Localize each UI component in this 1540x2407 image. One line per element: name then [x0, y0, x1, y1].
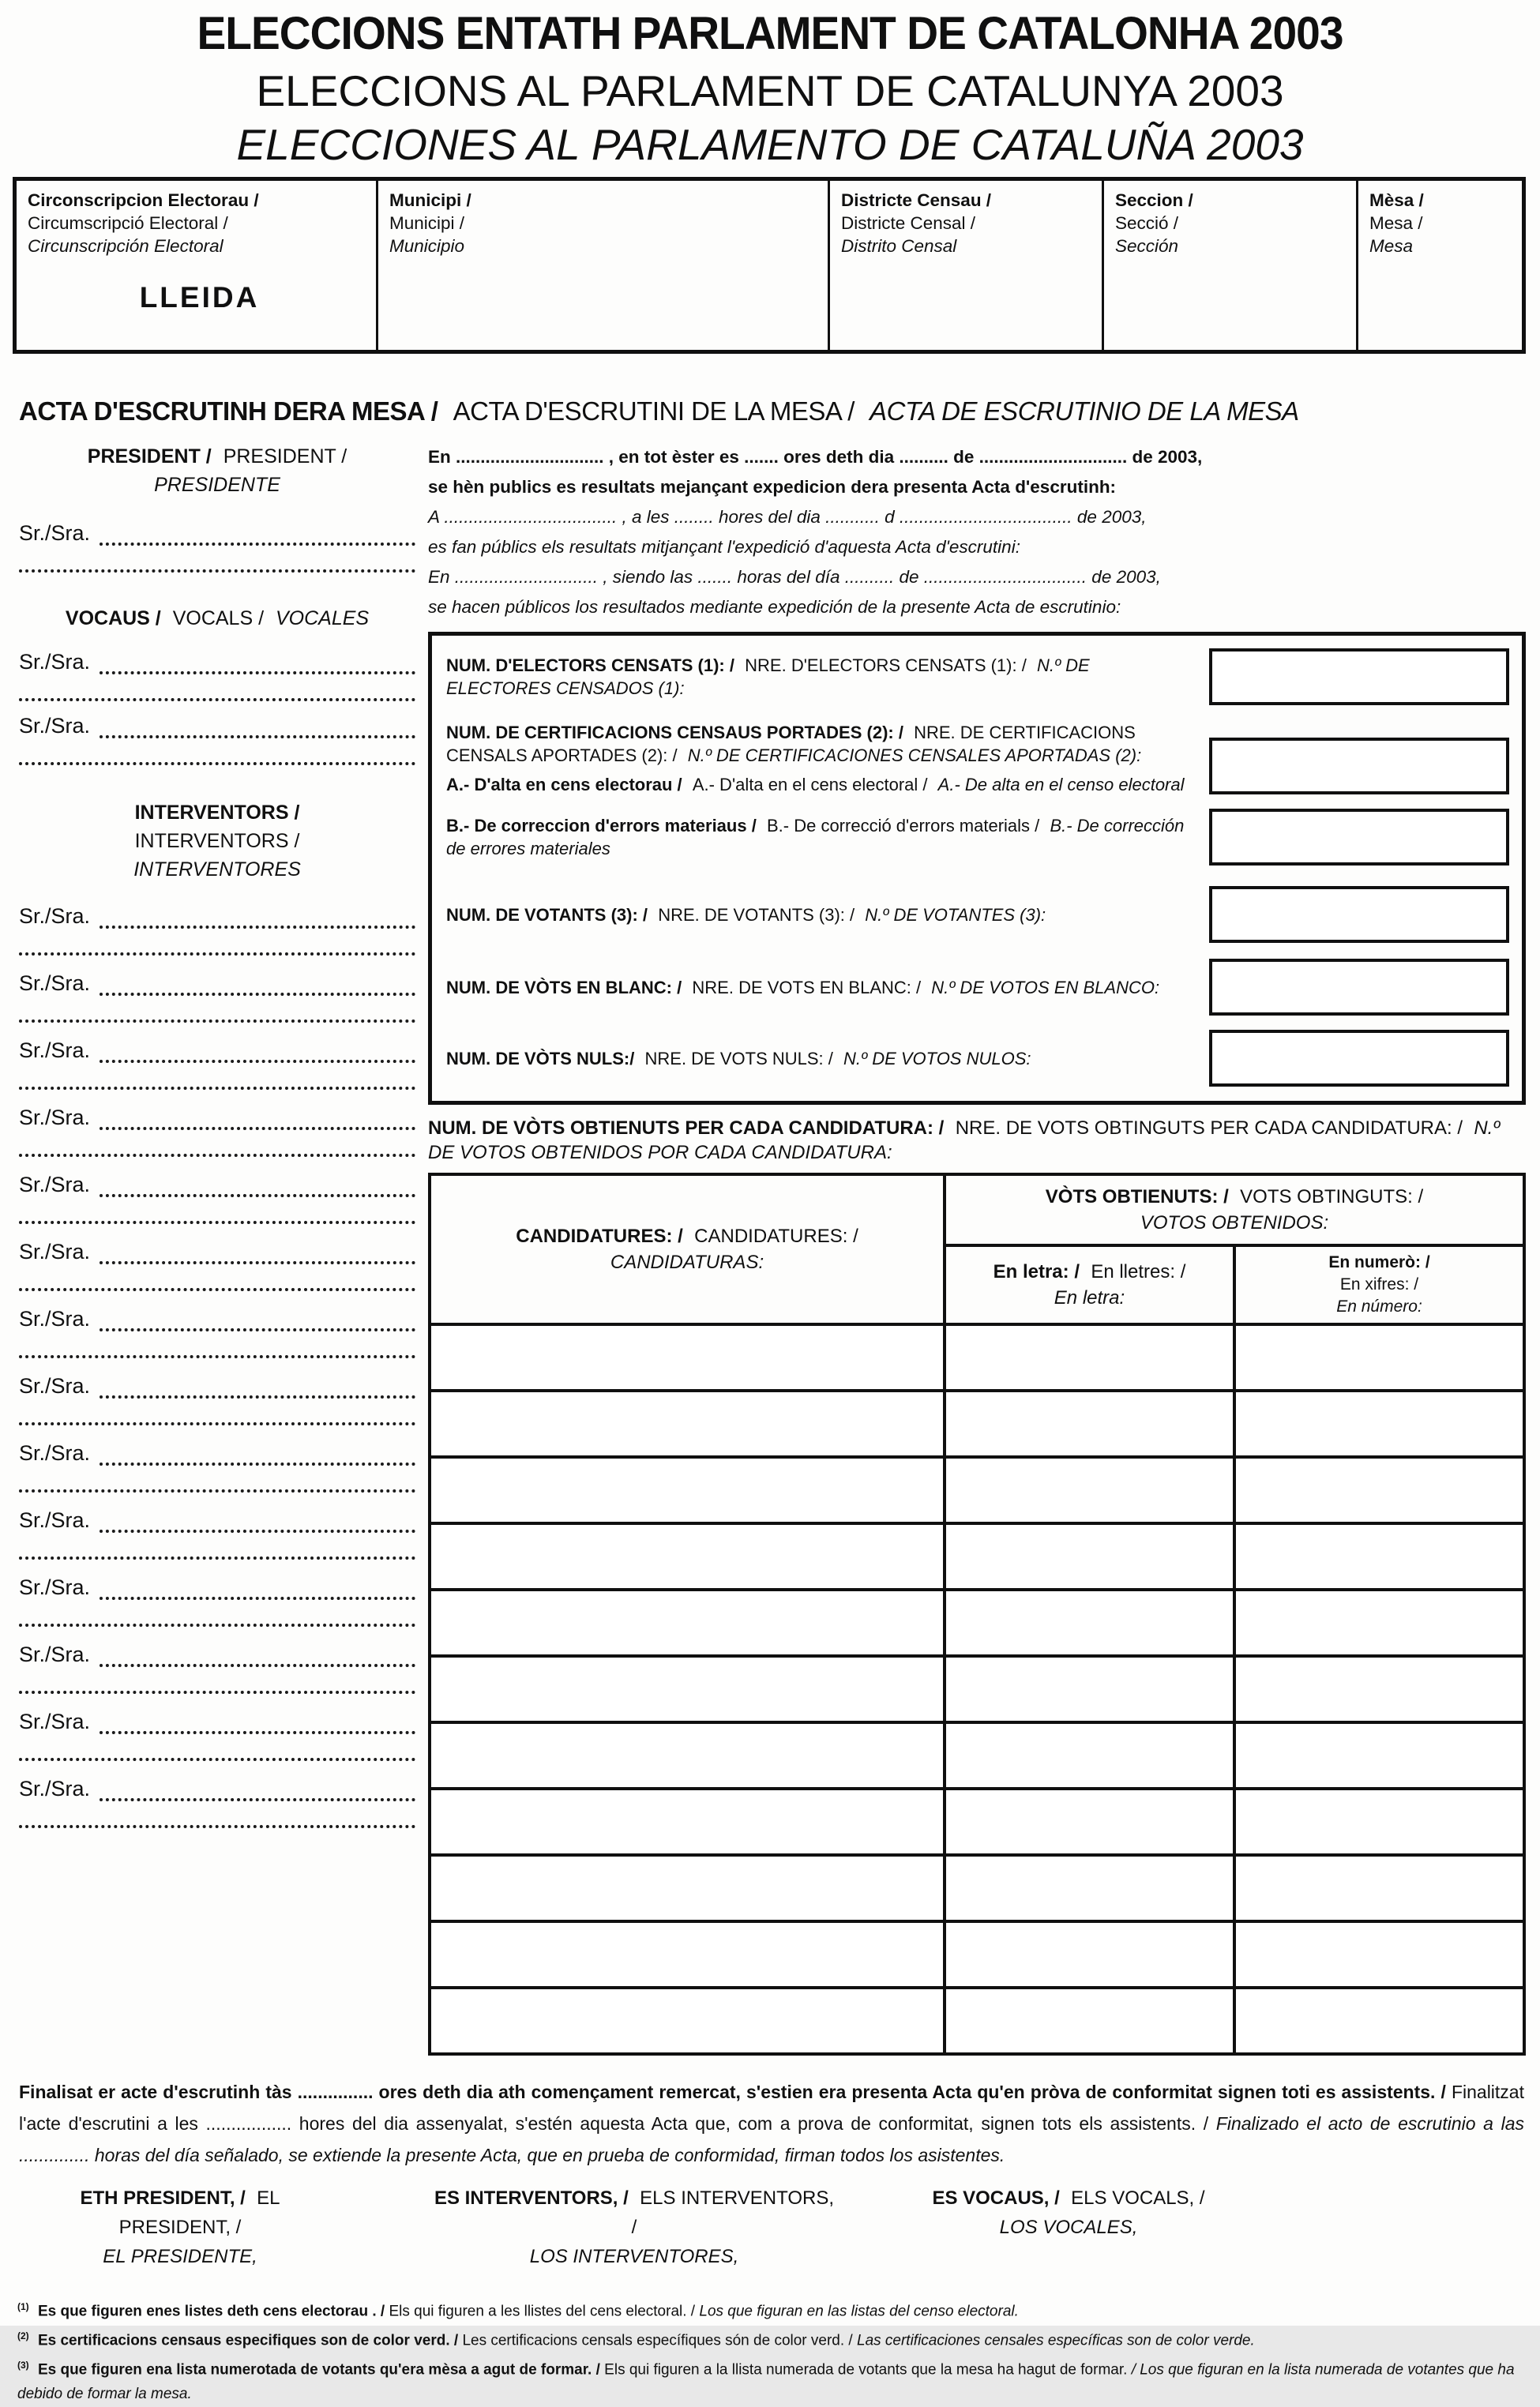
- candidatures-header-es: CANDIDATURAS:: [610, 1252, 764, 1273]
- candidature-row: [430, 1988, 1524, 2054]
- vocal-name-line[interactable]: [19, 650, 415, 674]
- interventor-name-blank: [100, 1715, 415, 1734]
- certificacions-alta-input-box[interactable]: [1209, 738, 1509, 794]
- vote-counts-box: [428, 632, 1526, 1105]
- candidature-name-cell[interactable]: [430, 1523, 945, 1590]
- candidature-row: [430, 1722, 1524, 1789]
- sr-sra-label: Sr./Sra.: [19, 1710, 91, 1733]
- correccio-errors-label-ca: B.- De correcció d'errors materials /: [766, 816, 1040, 836]
- interventor-name-continuation[interactable]: [19, 1352, 415, 1358]
- field-mesa: [1356, 181, 1522, 350]
- interventor-name-blank: [100, 1648, 415, 1667]
- votants-label-ca: NRE. DE VOTANTS (3): /: [658, 904, 855, 925]
- vots-blanc-input-box[interactable]: [1209, 959, 1509, 1016]
- certificacions-label-oc: NUM. DE CERTIFICACIONS CENSAUS PORTADES (2): /: [446, 723, 903, 742]
- votes-words-header-es: En letra:: [1054, 1287, 1125, 1309]
- census-district-label-es: Distrito Censal: [841, 236, 957, 256]
- proclamation-paragraph: [428, 442, 1526, 622]
- vocaus-heading-es: VOCALES: [275, 607, 370, 629]
- field-circumscription: [17, 181, 376, 350]
- vocal-name-line[interactable]: [19, 714, 415, 738]
- president-heading: [19, 442, 415, 499]
- footnote-2: [17, 2324, 1527, 2353]
- votes-figures-cell[interactable]: [1234, 1391, 1524, 1457]
- location-header-grid: [13, 177, 1526, 354]
- interventors-heading-es: INTERVENTORES: [133, 858, 301, 881]
- mesa-label-oc: Mèsa /: [1369, 190, 1424, 210]
- footnote-1-es: Los que figuran en las listas del censo electoral.: [699, 2303, 1019, 2320]
- vots-blanc-label-ca: NRE. DE VOTS EN BLANC: /: [692, 977, 922, 997]
- candidature-name-cell[interactable]: [430, 1789, 945, 1855]
- circumscription-value: LLEIDA: [139, 281, 260, 314]
- acta-heading-ca: ACTA D'ESCRUTINI DE LA MESA /: [453, 396, 855, 426]
- president-heading-es: PRESIDENTE: [154, 474, 280, 496]
- votes-figures-cell[interactable]: [1234, 1656, 1524, 1722]
- closing-oc: Finalisat er acte d'escrutinh tàs ............... ores deth dia ath començament remercat, s'estien era presenta Acta qu'en pròva de conformitat signen toti es assistents. /: [19, 2082, 1446, 2102]
- votes-words-header-ca: En lletres: /: [1091, 1261, 1186, 1282]
- correccio-errors-label-es: B.- De corrección de errores materiales: [446, 816, 1185, 858]
- vocals-signature-oc: ES VOCAUS, /: [932, 2187, 1060, 2209]
- footnote-3: [17, 2353, 1527, 2407]
- proclamation-ca-line1: A ................................... , a les ........ hores del dia ........... d ................................... de 2003,: [428, 507, 1147, 527]
- field-correccio-errors: [446, 809, 1509, 866]
- electors-censats-input-box[interactable]: [1209, 648, 1509, 705]
- officials-column: [19, 442, 415, 1828]
- president-heading-ca: PRESIDENT /: [223, 445, 347, 468]
- votes-words-cell[interactable]: [945, 1921, 1234, 1988]
- votes-figures-header-ca: En xifres: /: [1339, 1275, 1419, 1294]
- votes-in-words-column-header: [945, 1245, 1234, 1324]
- interventors-signature-block[interactable]: [433, 2184, 836, 2271]
- votes-heading-es: N.º DE VOTOS OBTENIDOS POR CADA CANDIDATURA:: [428, 1117, 1501, 1163]
- votes-per-candidature-heading: [428, 1116, 1526, 1165]
- interventor-name-blank: [100, 1178, 415, 1197]
- interventor-name-continuation[interactable]: [19, 1419, 415, 1425]
- votes-words-cell[interactable]: [945, 1523, 1234, 1590]
- candidature-name-cell[interactable]: [430, 1391, 945, 1457]
- certificacions-alta-label-es: A.- De alta en el censo electoral: [937, 775, 1185, 794]
- closing-es: Finalizado el acto de escrutinio a las .............. horas del día señalado, se extiende la presente Acta, que en prueba de conformidad, firman todos los asistentes.: [19, 2113, 1524, 2165]
- votes-heading-ca: NRE. DE VOTS OBTINGUTS PER CADA CANDIDATURA: /: [955, 1117, 1463, 1139]
- votes-words-cell[interactable]: [945, 1391, 1234, 1457]
- votants-label-es: N.º DE VOTANTES (3):: [865, 904, 1046, 925]
- vocals-signature-es: LOS VOCALES,: [999, 2217, 1138, 2238]
- interventor-name-line[interactable]: [19, 1508, 415, 1533]
- votes-figures-cell[interactable]: [1234, 1988, 1524, 2054]
- circumscription-label-oc: Circonscripcion Electorau /: [28, 190, 259, 210]
- footnote-3-marker: (3): [17, 2359, 29, 2371]
- candidature-name-cell[interactable]: [430, 1988, 945, 2054]
- sr-sra-label: Sr./Sra.: [19, 1106, 91, 1129]
- interventor-name-line[interactable]: [19, 1710, 415, 1734]
- results-column: [428, 442, 1526, 2056]
- footnote-2-ca: Les certificacions censals específiques són de color verd. /: [462, 2332, 853, 2349]
- circumscription-label-ca: Circumscripció Electoral /: [28, 213, 228, 233]
- votants-input-box[interactable]: [1209, 886, 1509, 943]
- president-signature-es: EL PRESIDENTE,: [103, 2246, 257, 2267]
- proclamation-es-line1: En ............................. , siendo las ....... horas del día .......... de ................................. de 2003,: [428, 567, 1161, 587]
- candidatures-table: [428, 1173, 1526, 2056]
- candidature-row: [430, 1523, 1524, 1590]
- proclamation-oc-line1: En .............................. , en tot èster es ....... ores deth dia .......... de .............................. de 2003,: [428, 447, 1203, 467]
- vots-nuls-label: [446, 1047, 1209, 1070]
- sr-sra-label: Sr./Sra.: [19, 1777, 91, 1801]
- interventor-name-continuation[interactable]: [19, 1285, 415, 1291]
- vocal-name-continuation[interactable]: [19, 759, 415, 765]
- interventor-name-line[interactable]: [19, 1643, 415, 1667]
- correccio-errors-label: [446, 814, 1209, 860]
- electors-censats-label: [446, 654, 1209, 700]
- interventor-name-continuation[interactable]: [19, 1083, 415, 1090]
- sr-sra-label: Sr./Sra.: [19, 1374, 91, 1398]
- votes-heading-oc: NUM. DE VÒTS OBTIENUTS PER CADA CANDIDATURA: /: [428, 1117, 945, 1139]
- footnote-1-oc: Es que figuren enes listes deth cens electorau . /: [37, 2303, 385, 2320]
- title-spanish: ELECCIONES AL PARLAMENTO DE CATALUÑA 2003: [236, 120, 1304, 169]
- interventor-name-blank: [100, 1782, 415, 1801]
- interventor-name-blank: [100, 1044, 415, 1063]
- votes-words-cell[interactable]: [945, 1324, 1234, 1391]
- candidature-row: [430, 1789, 1524, 1855]
- field-vots-blanc: [446, 959, 1509, 1016]
- electors-censats-label-es: N.º DE ELECTORES CENSADOS (1):: [446, 655, 1090, 698]
- interventor-name-blank: [100, 1514, 415, 1533]
- vots-nuls-label-ca: NRE. DE VOTS NULS: /: [644, 1048, 833, 1068]
- votes-figures-cell[interactable]: [1234, 1921, 1524, 1988]
- votes-figures-cell[interactable]: [1234, 1722, 1524, 1789]
- footnote-2-es: Las certificaciones censales específicas son de color verde.: [857, 2332, 1255, 2349]
- interventor-name-line[interactable]: [19, 1777, 415, 1801]
- interventor-name-line[interactable]: [19, 971, 415, 996]
- candidature-name-cell[interactable]: [430, 1457, 945, 1523]
- candidature-name-cell[interactable]: [430, 1590, 945, 1656]
- vots-blanc-label-oc: NUM. DE VÒTS EN BLANC: /: [446, 977, 682, 997]
- footnote-2-marker: (2): [17, 2330, 29, 2341]
- acta-heading-oc: ACTA D'ESCRUTINH DERA MESA /: [19, 396, 438, 426]
- certificacions-alta-label-oc: A.- D'alta en cens electorau /: [446, 775, 682, 794]
- vocal-name-blank: [100, 655, 415, 674]
- title-aranese: ELECCIONS ENTATH PARLAMENT DE CATALONHA 2003: [197, 8, 1343, 59]
- closing-paragraph: [19, 2076, 1524, 2171]
- votes-words-cell[interactable]: [945, 1789, 1234, 1855]
- section-write-area[interactable]: [1104, 256, 1356, 350]
- president-name-blank: [100, 527, 415, 546]
- census-district-label-oc: Districte Censau /: [841, 190, 992, 210]
- interventor-name-blank: [100, 1111, 415, 1130]
- vots-nuls-label-es: N.º DE VOTOS NULOS:: [843, 1048, 1031, 1068]
- candidature-row: [430, 1457, 1524, 1523]
- votes-words-header-oc: En letra: /: [993, 1261, 1080, 1282]
- field-census-district: [828, 181, 1102, 350]
- form-titles: [0, 0, 1540, 169]
- proclamation-oc-line2: se hèn publics es resultats mejançant expedicion dera presenta Acta d'escrutinh:: [428, 477, 1117, 497]
- acta-heading: [19, 396, 1540, 426]
- votes-obtained-header-es: VOTOS OBTENIDOS:: [1140, 1212, 1329, 1234]
- president-signature-block[interactable]: [22, 2184, 338, 2271]
- field-electors-censats: [446, 648, 1509, 705]
- interventors-signature-oc: ES INTERVENTORS, /: [434, 2187, 629, 2209]
- interventor-name-blank: [100, 1447, 415, 1466]
- votes-figures-header-es: En número:: [1336, 1297, 1422, 1316]
- vocal-name-blank: [100, 719, 415, 738]
- footnote-1-ca: Els qui figuren a les llistes del cens electoral. /: [389, 2303, 696, 2320]
- sr-sra-label: Sr./Sra.: [19, 971, 91, 995]
- interventor-name-line[interactable]: [19, 1106, 415, 1130]
- signature-row: [22, 2184, 1540, 2271]
- candidature-name-cell[interactable]: [430, 1656, 945, 1722]
- sr-sra-label: Sr./Sra.: [19, 1307, 91, 1331]
- votes-figures-header-oc: En numerò: /: [1328, 1253, 1430, 1271]
- candidature-name-cell[interactable]: [430, 1324, 945, 1391]
- interventor-name-line[interactable]: [19, 1038, 415, 1063]
- votes-figures-cell[interactable]: [1234, 1457, 1524, 1523]
- section-label-ca: Secció /: [1115, 213, 1179, 233]
- interventors-heading-ca: INTERVENTORS /: [134, 830, 300, 852]
- circumscription-label-es: Circunscripción Electoral: [28, 236, 223, 256]
- interventor-name-continuation[interactable]: [19, 1151, 415, 1157]
- interventor-name-continuation[interactable]: [19, 1755, 415, 1761]
- votes-figures-cell[interactable]: [1234, 1324, 1524, 1391]
- votes-figures-cell[interactable]: [1234, 1855, 1524, 1921]
- interventor-name-continuation[interactable]: [19, 1620, 415, 1627]
- votes-obtained-header-ca: VOTS OBTINGUTS: /: [1240, 1186, 1424, 1207]
- vots-blanc-label-es: N.º DE VOTOS EN BLANCO:: [931, 977, 1160, 997]
- candidature-row: [430, 1656, 1524, 1722]
- interventor-name-continuation[interactable]: [19, 1218, 415, 1224]
- footnote-3-ca: Els qui figuren a la llista numerada de votants que la mesa ha hagut de formar.: [604, 2360, 1128, 2378]
- section-label-oc: Seccion /: [1115, 190, 1193, 210]
- footnote-3-es: / Los que figuran en la lista numerada de votantes que ha debido de formar la mesa.: [17, 2360, 1515, 2403]
- electors-censats-label-ca: NRE. D'ELECTORS CENSATS (1): /: [745, 655, 1027, 675]
- interventor-name-line[interactable]: [19, 1240, 415, 1264]
- candidature-row: [430, 1921, 1524, 1988]
- vocaus-heading-ca: VOCALS /: [172, 607, 265, 629]
- votes-words-cell[interactable]: [945, 1855, 1234, 1921]
- votants-label-oc: NUM. DE VOTANTS (3): /: [446, 904, 648, 925]
- candidatures-header-ca: CANDIDATURES: /: [694, 1226, 858, 1247]
- interventor-name-continuation[interactable]: [19, 1553, 415, 1560]
- certificacions-label-es: N.º DE CERTIFICACIONES CENSALES APORTADAS (2):: [687, 745, 1142, 765]
- footnote-1: [17, 2295, 1527, 2324]
- votes-figures-cell[interactable]: [1234, 1523, 1524, 1590]
- footnote-2-oc: Es certificacions censaus especifiques son de color verd. /: [37, 2332, 459, 2349]
- votes-words-cell[interactable]: [945, 1457, 1234, 1523]
- footnote-1-marker: (1): [17, 2301, 29, 2312]
- proclamation-ca-line2: es fan públics els resultats mitjançant l'expedició d'aquesta Acta d'escrutini:: [428, 537, 1020, 557]
- interventor-name-continuation[interactable]: [19, 1688, 415, 1694]
- interventor-name-blank: [100, 1245, 415, 1264]
- footnotes: [17, 2295, 1527, 2407]
- president-heading-oc: PRESIDENT /: [87, 445, 212, 468]
- vocals-signature-block[interactable]: [922, 2184, 1215, 2271]
- interventors-signature-es: LOS INTERVENTORES,: [529, 2246, 739, 2267]
- president-signature-ca: EL PRESIDENT, /: [118, 2187, 280, 2238]
- candidature-row: [430, 1855, 1524, 1921]
- vots-nuls-label-oc: NUM. DE VÒTS NULS:/: [446, 1048, 635, 1068]
- sr-sra-label: Sr./Sra.: [19, 1575, 91, 1599]
- mesa-write-area[interactable]: [1358, 256, 1522, 350]
- correccio-errors-label-oc: B.- De correccion d'errors materiaus /: [446, 816, 757, 836]
- municipality-label-ca: Municipi /: [389, 213, 465, 233]
- section-label-es: Sección: [1115, 236, 1179, 256]
- votes-words-cell[interactable]: [945, 1590, 1234, 1656]
- proclamation-es-line2: se hacen públicos los resultados mediante expedición de la presente Acta de escrutinio:: [428, 597, 1121, 617]
- closing-ca: Finalitzat l'acte d'escrutini a les ................. hores del dia assenyalat, s'estén aquesta Acta que, com a prova de conformitat, signen tots els assistents. /: [19, 2082, 1524, 2134]
- field-vots-nuls: [446, 1030, 1509, 1087]
- certificacions-label: [446, 721, 1209, 796]
- candidature-row: [430, 1324, 1524, 1391]
- footnote-3-oc: Es que figuren ena lista numerotada de votants qu'era mèsa a agut de formar. /: [37, 2360, 600, 2378]
- interventor-name-line[interactable]: [19, 1374, 415, 1399]
- interventor-name-line[interactable]: [19, 1173, 415, 1197]
- municipality-label-oc: Municipi /: [389, 190, 471, 210]
- sr-sra-label: Sr./Sra.: [19, 650, 91, 674]
- interventor-name-blank: [100, 1380, 415, 1399]
- sr-sra-label: Sr./Sra.: [19, 1643, 91, 1666]
- candidatures-column-header: [430, 1174, 945, 1324]
- interventor-name-line[interactable]: [19, 1575, 415, 1600]
- field-section: [1102, 181, 1356, 350]
- votants-label: [446, 903, 1209, 926]
- vocaus-heading: [19, 604, 415, 633]
- municipality-label-es: Municipio: [389, 236, 465, 256]
- interventor-name-blank: [100, 1312, 415, 1331]
- president-signature-oc: ETH PRESIDENT, /: [80, 2187, 246, 2209]
- sr-sra-label: Sr./Sra.: [19, 1173, 91, 1196]
- candidature-row: [430, 1391, 1524, 1457]
- interventor-name-line[interactable]: [19, 1441, 415, 1466]
- candidature-row: [430, 1590, 1524, 1656]
- sr-sra-label: Sr./Sra.: [19, 714, 91, 738]
- interventor-name-continuation[interactable]: [19, 1486, 415, 1493]
- president-name-continuation[interactable]: [19, 566, 415, 573]
- correccio-errors-input-box[interactable]: [1209, 809, 1509, 866]
- interventors-heading: [19, 798, 415, 884]
- field-municipality: [376, 181, 828, 350]
- certificacions-alta-label-ca: A.- D'alta en el cens electoral /: [692, 775, 928, 794]
- sr-sra-label: Sr./Sra.: [19, 1038, 91, 1062]
- president-name-line[interactable]: [19, 521, 415, 546]
- title-catalan: ELECCIONS AL PARLAMENT DE CATALUNYA 2003: [256, 66, 1284, 115]
- census-district-write-area[interactable]: [830, 256, 1102, 350]
- field-certificacions-censals: [446, 721, 1509, 796]
- sr-sra-label: Sr./Sra.: [19, 1441, 91, 1465]
- votes-figures-cell[interactable]: [1234, 1590, 1524, 1656]
- candidature-name-cell[interactable]: [430, 1855, 945, 1921]
- interventor-name-blank: [100, 977, 415, 996]
- votes-words-cell[interactable]: [945, 1656, 1234, 1722]
- mesa-label-es: Mesa: [1369, 236, 1414, 256]
- main-columns: [0, 442, 1540, 2056]
- candidature-name-cell[interactable]: [430, 1722, 945, 1789]
- census-district-label-ca: Districte Censal /: [841, 213, 976, 233]
- electors-censats-label-oc: NUM. D'ELECTORS CENSATS (1): /: [446, 655, 734, 675]
- interventor-name-continuation[interactable]: [19, 1822, 415, 1828]
- interventor-name-line[interactable]: [19, 1307, 415, 1331]
- vocal-name-continuation[interactable]: [19, 695, 415, 701]
- mesa-label-ca: Mesa /: [1369, 213, 1423, 233]
- vocals-signature-ca: ELS VOCALS, /: [1071, 2187, 1205, 2209]
- vocaus-heading-oc: VOCAUS /: [65, 607, 161, 629]
- interventor-name-blank: [100, 910, 415, 929]
- sr-sra-label: Sr./Sra.: [19, 1508, 91, 1532]
- votes-words-cell[interactable]: [945, 1988, 1234, 2054]
- interventor-name-line[interactable]: [19, 904, 415, 929]
- interventor-name-continuation[interactable]: [19, 1016, 415, 1023]
- votes-obtained-column-header: [945, 1174, 1524, 1245]
- interventor-name-blank: [100, 1581, 415, 1600]
- interventors-signature-ca: ELS INTERVENTORS, /: [631, 2187, 835, 2238]
- candidatures-header-oc: CANDIDATURES: /: [516, 1226, 683, 1247]
- sr-sra-label: Sr./Sra.: [19, 521, 91, 545]
- votes-obtained-header-oc: VÒTS OBTIENUTS: /: [1045, 1186, 1229, 1207]
- vots-blanc-label: [446, 976, 1209, 999]
- vots-nuls-input-box[interactable]: [1209, 1030, 1509, 1087]
- field-votants: [446, 886, 1509, 943]
- acta-heading-es: ACTA DE ESCRUTINIO DE LA MESA: [870, 396, 1299, 426]
- votes-words-cell[interactable]: [945, 1722, 1234, 1789]
- votes-figures-cell[interactable]: [1234, 1789, 1524, 1855]
- sr-sra-label: Sr./Sra.: [19, 1240, 91, 1264]
- municipality-write-area[interactable]: [378, 256, 828, 350]
- interventors-heading-oc: INTERVENTORS /: [134, 802, 300, 824]
- interventor-name-continuation[interactable]: [19, 949, 415, 956]
- votes-in-figures-column-header: [1234, 1245, 1524, 1324]
- sr-sra-label: Sr./Sra.: [19, 904, 91, 928]
- certificacions-label-ca: NRE. DE CERTIFICACIONS CENSALS APORTADES (2): /: [446, 723, 1136, 765]
- candidature-name-cell[interactable]: [430, 1921, 945, 1988]
